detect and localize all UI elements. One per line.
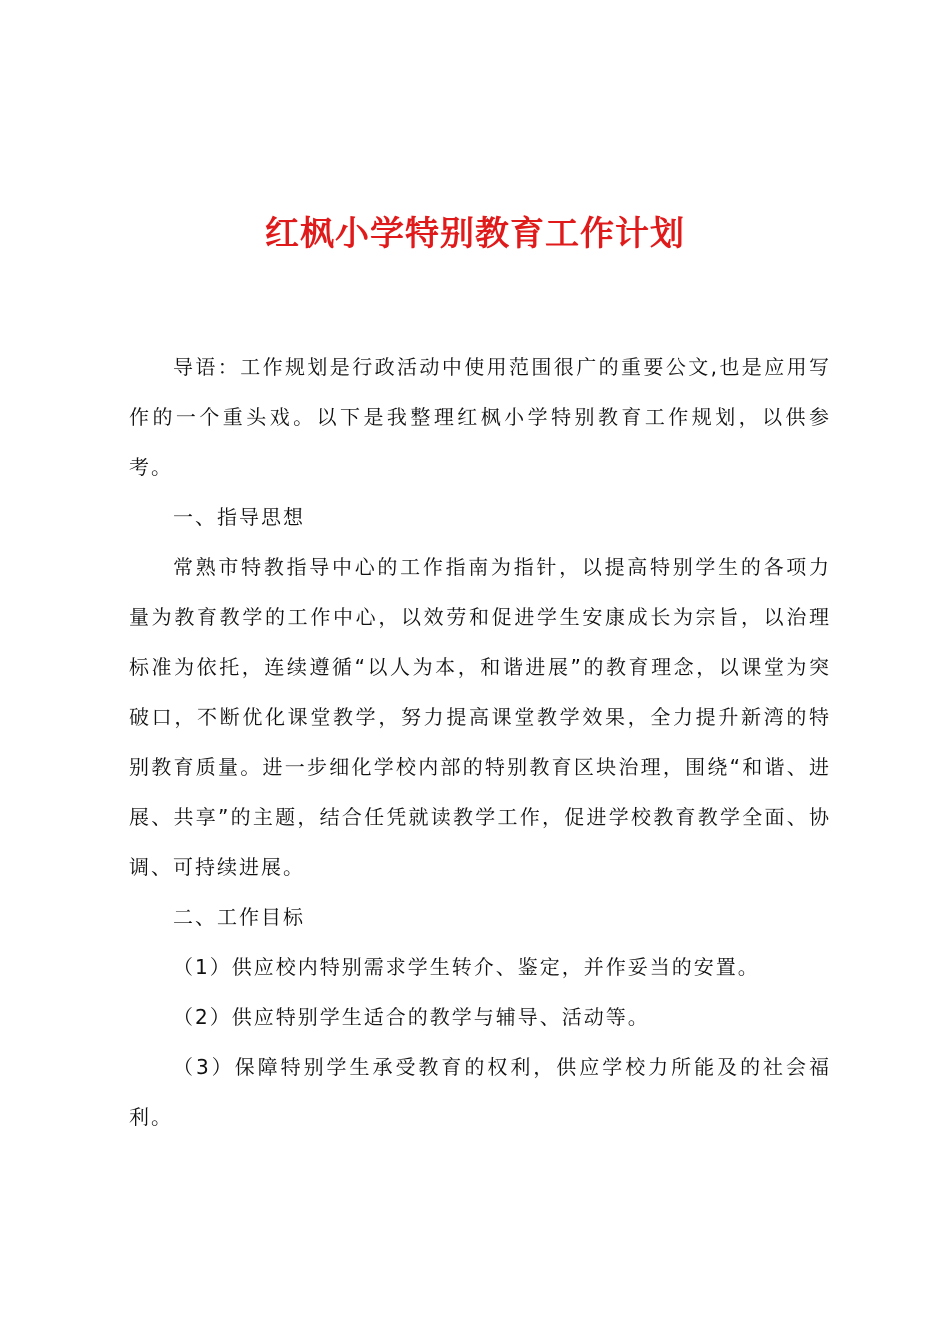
section-heading-guiding-thought: 一、指导思想 [173, 505, 305, 529]
section-heading-work-goals: 二、工作目标 [173, 905, 305, 929]
goal-item-2: （2）供应特别学生适合的教学与辅导、活动等。 [173, 1005, 650, 1029]
guiding-thought-paragraph: 常熟市特教指导中心的工作指南为指针，以提高特别学生的各项力量为教育教学的工作中心，以效劳和促进学生安康成长为宗旨，以治理标准为依托，连续遵循“以人为本，和谐进展”的教育理念，以课堂为突破口，不断优化课堂教学，努力提高课堂教学效果，全力提升新湾的特别教育质量。进一步细化学校内部的特别教育区块治理，围绕“和谐、进展、共享”的主题，结合任凭就读教学工作，促进学校教育教学全面、协调、可持续进展。 [129, 555, 831, 879]
goal-item-3: （3）保障特别学生承受教育的权利，供应学校力所能及的社会福利。 [129, 1055, 831, 1129]
goal-item-1: （1）供应校内特别需求学生转介、鉴定，并作妥当的安置。 [173, 955, 760, 979]
intro-paragraph: 导语：工作规划是行政活动中使用范围很广的重要公文,也是应用写作的一个重头戏。以下是我整理红枫小学特别教育工作规划，以供参考。 [129, 355, 831, 479]
document-body [129, 342, 831, 1142]
document-title: 红枫小学特别教育工作计划 [265, 214, 685, 254]
